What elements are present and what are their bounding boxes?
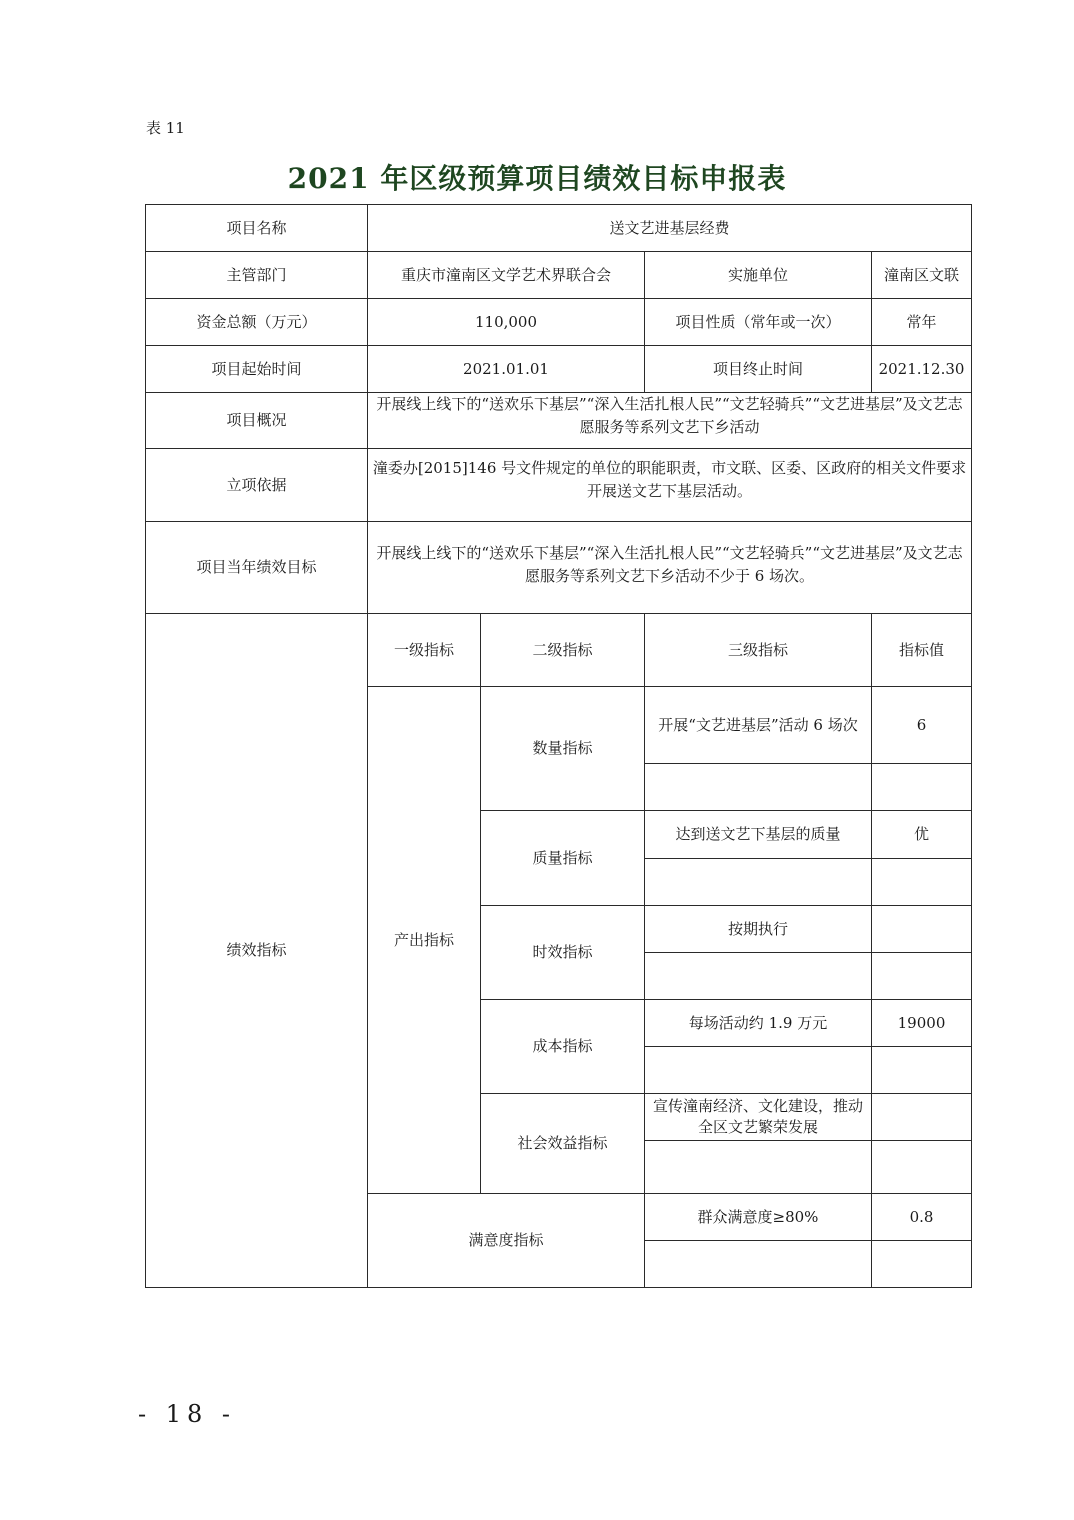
impl-label: 实施单位 bbox=[645, 252, 872, 299]
overview-label: 项目概况 bbox=[146, 393, 368, 449]
satisfaction-indicator-label: 满意度指标 bbox=[368, 1194, 645, 1288]
quantity-indicator-desc: 开展“文艺进基层”活动 6 场次 bbox=[645, 687, 872, 764]
timeliness-indicator-desc: 按期执行 bbox=[645, 906, 872, 953]
output-indicator-label: 产出指标 bbox=[368, 687, 481, 1194]
dept-label: 主管部门 bbox=[146, 252, 368, 299]
empty-cell bbox=[872, 764, 972, 811]
quality-indicator-value: 优 bbox=[872, 811, 972, 859]
empty-cell bbox=[872, 1241, 972, 1288]
quantity-indicator-value: 6 bbox=[872, 687, 972, 764]
overview-value: 开展线上线下的“送欢乐下基层”“深入生活扎根人民”“文艺轻骑兵”“文艺进基层”及文艺志愿服务等系列文艺下乡活动 bbox=[368, 393, 972, 449]
end-label: 项目终止时间 bbox=[645, 346, 872, 393]
fund-label: 资金总额（万元） bbox=[146, 299, 368, 346]
empty-cell bbox=[645, 859, 872, 906]
col-level2-header: 二级指标 bbox=[481, 614, 645, 687]
performance-form-table bbox=[145, 204, 972, 1288]
cost-indicator-value: 19000 bbox=[872, 1000, 972, 1047]
social-indicator-desc: 宣传潼南经济、文化建设，推动全区文艺繁荣发展 bbox=[645, 1094, 872, 1141]
empty-cell bbox=[872, 953, 972, 1000]
social-indicator-label: 社会效益指标 bbox=[481, 1094, 645, 1194]
col-value-header: 指标值 bbox=[872, 614, 972, 687]
satisfaction-indicator-desc: 群众满意度≥80% bbox=[645, 1194, 872, 1241]
cost-indicator-label: 成本指标 bbox=[481, 1000, 645, 1094]
goal-label: 项目当年绩效目标 bbox=[146, 522, 368, 614]
col-level3-header: 三级指标 bbox=[645, 614, 872, 687]
dept-value: 重庆市潼南区文学艺术界联合会 bbox=[368, 252, 645, 299]
empty-cell bbox=[645, 764, 872, 811]
project-name-value: 送文艺进基层经费 bbox=[368, 205, 972, 252]
col-level1-header: 一级指标 bbox=[368, 614, 481, 687]
page-title: 2021 年区级预算项目绩效目标申报表 bbox=[287, 162, 787, 195]
nature-value: 常年 bbox=[872, 299, 972, 346]
empty-cell bbox=[872, 1141, 972, 1194]
timeliness-indicator-label: 时效指标 bbox=[481, 906, 645, 1000]
nature-label: 项目性质（常年或一次） bbox=[645, 299, 872, 346]
end-value: 2021.12.30 bbox=[872, 346, 972, 393]
cost-indicator-desc: 每场活动约 1.9 万元 bbox=[645, 1000, 872, 1047]
goal-value: 开展线上线下的“送欢乐下基层”“深入生活扎根人民”“文艺轻骑兵”“文艺进基层”及文艺志愿服务等系列文艺下乡活动不少于 6 场次。 bbox=[368, 522, 972, 614]
empty-cell bbox=[872, 859, 972, 906]
empty-cell bbox=[645, 953, 872, 1000]
empty-cell bbox=[645, 1047, 872, 1094]
quality-indicator-label: 质量指标 bbox=[481, 811, 645, 906]
basis-value: 潼委办[2015]146 号文件规定的单位的职能职责，市文联、区委、区政府的相关文件要求开展送文艺下基层活动。 bbox=[368, 449, 972, 522]
empty-cell bbox=[645, 1241, 872, 1288]
fund-value: 110,000 bbox=[368, 299, 645, 346]
empty-cell bbox=[645, 1141, 872, 1194]
impl-value: 潼南区文联 bbox=[872, 252, 972, 299]
table-label: 表 11 bbox=[146, 119, 185, 137]
empty-cell bbox=[872, 1094, 972, 1141]
empty-cell bbox=[872, 906, 972, 953]
empty-cell bbox=[872, 1047, 972, 1094]
start-value: 2021.01.01 bbox=[368, 346, 645, 393]
basis-label: 立项依据 bbox=[146, 449, 368, 522]
start-label: 项目起始时间 bbox=[146, 346, 368, 393]
satisfaction-indicator-value: 0.8 bbox=[872, 1194, 972, 1241]
project-name-label: 项目名称 bbox=[146, 205, 368, 252]
quality-indicator-desc: 达到送文艺下基层的质量 bbox=[645, 811, 872, 859]
indicators-section-label: 绩效指标 bbox=[146, 614, 368, 1288]
page-number: - 18 - bbox=[138, 1400, 237, 1428]
quantity-indicator-label: 数量指标 bbox=[481, 687, 645, 811]
